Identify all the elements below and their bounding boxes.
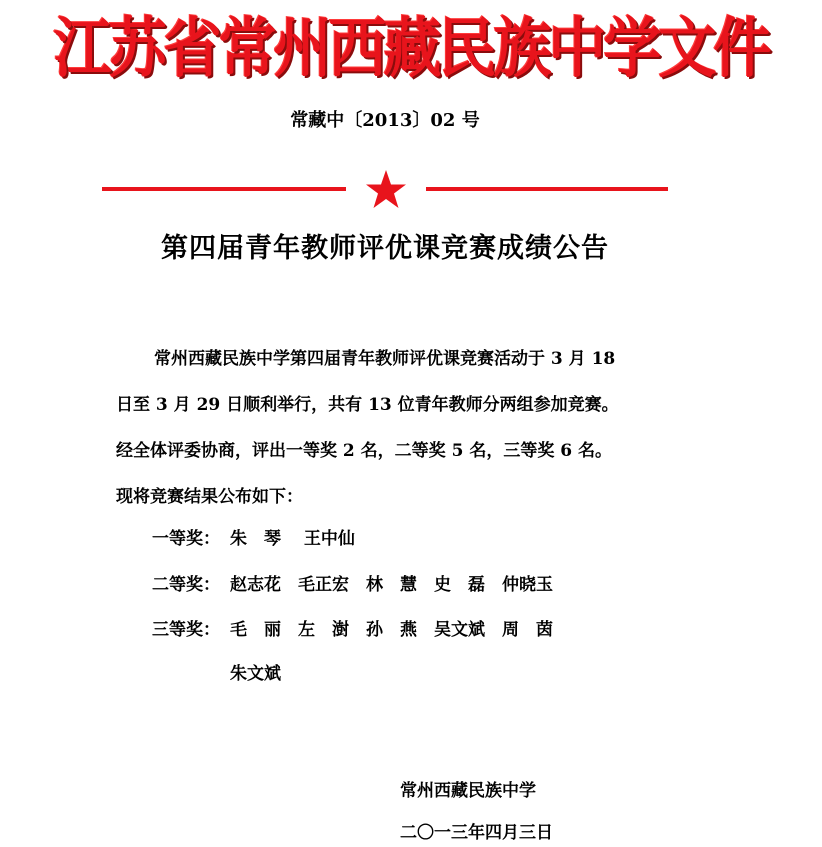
award-names: 朱文斌 bbox=[230, 664, 281, 684]
paragraph-line: 日至 3 月 29 日顺利举行，共有 13 位青年教师分两组参加竞赛。 bbox=[116, 395, 619, 415]
star-icon bbox=[364, 168, 408, 212]
award-names: 毛 丽 左 澍 孙 燕 吴文斌 周 茵 bbox=[230, 620, 553, 640]
document-header-title: 江苏省常州西藏民族中学文件 bbox=[53, 9, 769, 87]
award-label: 二等奖： bbox=[152, 575, 220, 595]
award-label: 三等奖： bbox=[152, 620, 220, 640]
red-divider-right bbox=[426, 187, 668, 191]
document-number: 常藏中〔2013〕02 号 bbox=[290, 110, 480, 131]
paragraph-line: 常州西藏民族中学第四届青年教师评优课竞赛活动于 3 月 18 bbox=[154, 349, 616, 369]
paragraph-line: 现将竞赛结果公布如下： bbox=[116, 487, 303, 507]
notice-title: 第四届青年教师评优课竞赛成绩公告 bbox=[161, 233, 609, 264]
award-names: 朱 琴 王中仙 bbox=[230, 529, 355, 549]
paragraph-line: 经全体评委协商，评出一等奖 2 名，二等奖 5 名，三等奖 6 名。 bbox=[116, 441, 612, 461]
award-label: 一等奖： bbox=[152, 529, 220, 549]
issuer-name: 常州西藏民族中学 bbox=[400, 781, 536, 801]
red-divider-left bbox=[102, 187, 346, 191]
award-names: 赵志花 毛正宏 林 慧 史 磊 仲晓玉 bbox=[230, 575, 553, 595]
issue-date: 二〇一三年四月三日 bbox=[400, 823, 553, 843]
